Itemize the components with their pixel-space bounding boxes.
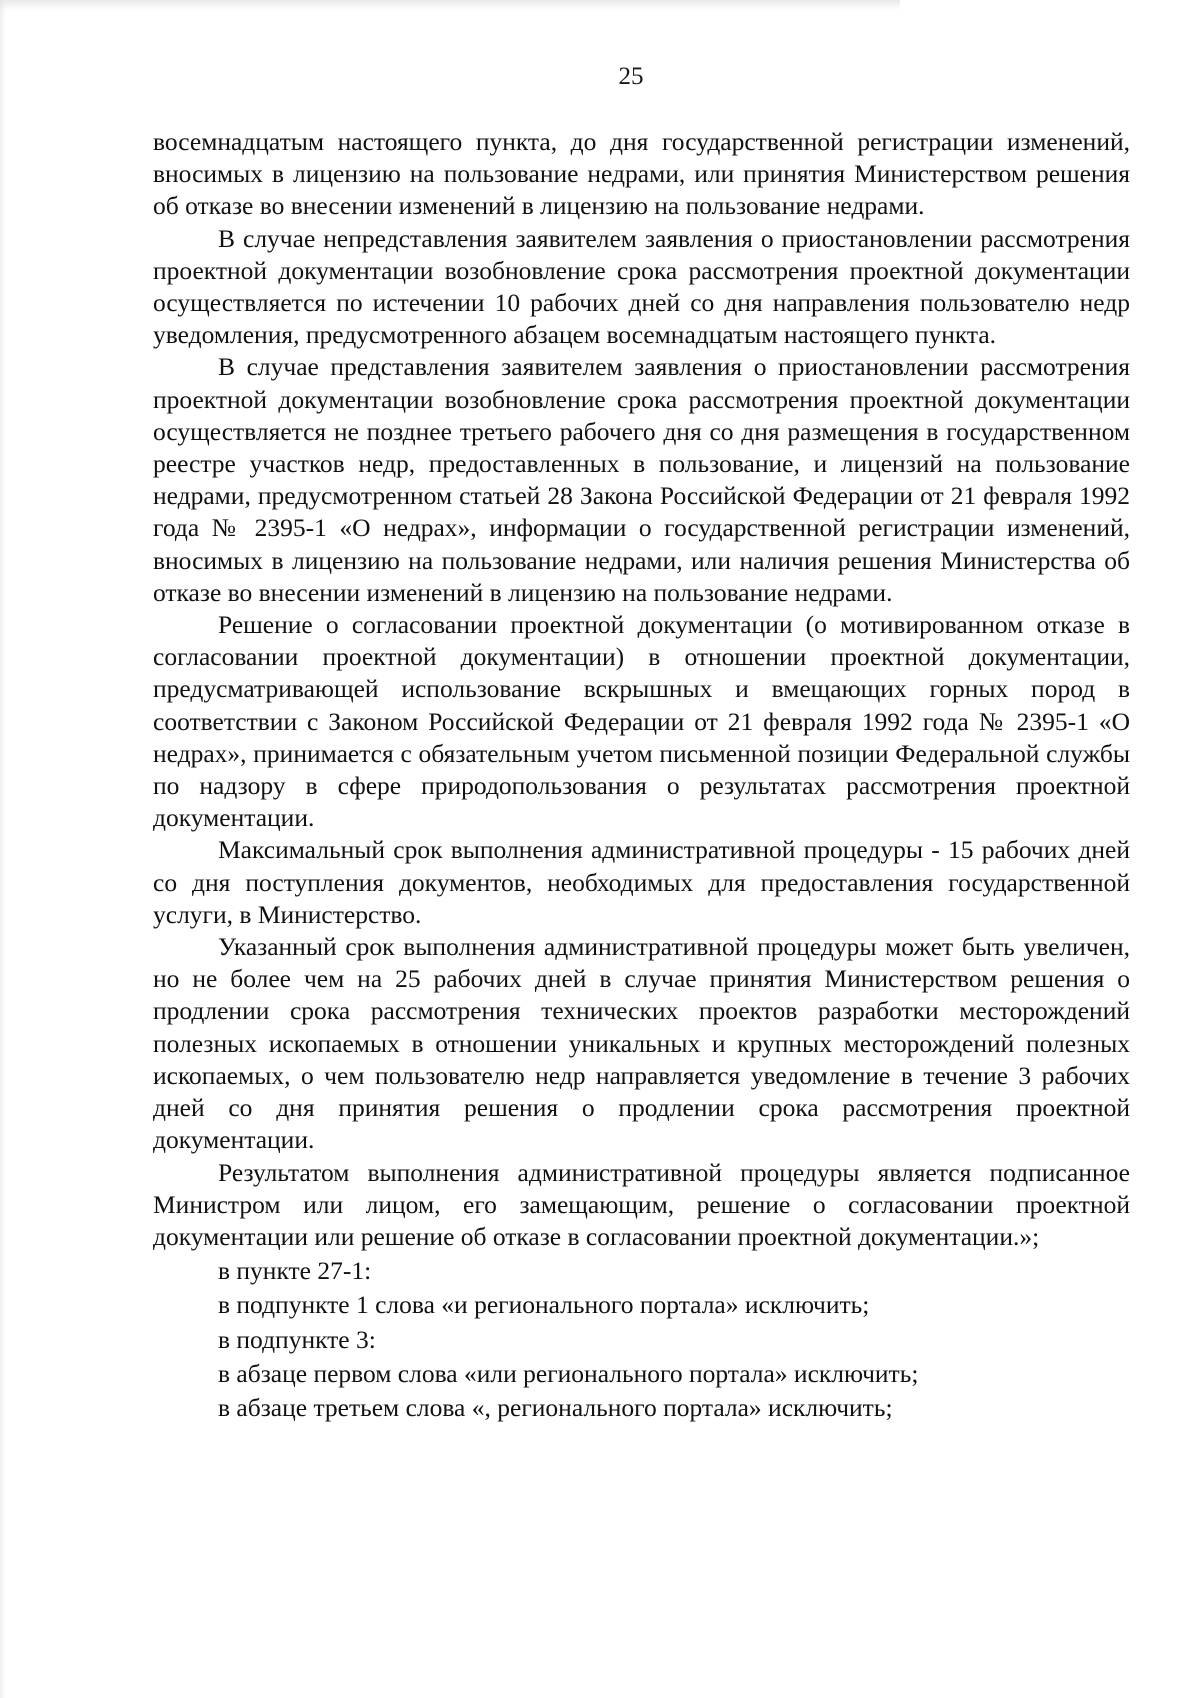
scan-edge-left [0, 0, 6, 1698]
paragraph: Решение о согласовании проектной документации (о мотивированном отказе в согласовании проектной документации) в отношении проектной документации, предусматривающей использование вскрышных и вмещающих горных пород в соответствии с Законом Российской Федерации от 21 февраля 1992 года № 2395-1 «О недрах», принимается с обязательным учетом письменной позиции Федеральной службы по надзору в сфере природопользования о результатах рассмотрения проектной документации. [153, 610, 1130, 833]
page-number: 25 [618, 63, 644, 90]
paragraph-continuation: восемнадцатым настоящего пункта, до дня государственной регистрации изменений, вносимых в лицензию на пользование недрами, или принятия Министерством решения об отказе во внесении изменений в лицензию на пользование недрами. [153, 127, 1130, 221]
amendment-line: в пункте 27-1: [218, 1256, 372, 1286]
amendment-line: в подпункте 1 слова «и регионального портала» исключить; [218, 1290, 870, 1320]
paragraph: Результатом выполнения административной процедуры является подписанное Министром или лицом, его замещающим, решение о согласовании проектной документации или решение об отказе в согласовании проектной документации.»; [153, 1157, 1130, 1251]
paragraph: Максимальный срок выполнения административной процедуры - 15 рабочих дней со дня поступления документов, необходимых для предоставления государственной услуги, в Министерство. [153, 835, 1130, 929]
scan-edge-top [0, 0, 900, 10]
amendment-line: в абзаце третьем слова «, регионального портала» исключить; [218, 1392, 893, 1422]
paragraph: В случае непредставления заявителем заявления о приостановлении рассмотрения проектной документации возобновление срока рассмотрения проектной документации осуществляется по истечении 10 рабочих дней со дня направления пользователю недр уведомления, предусмотренного абзацем восемнадцатым настоящего пункта. [153, 223, 1130, 350]
paragraph: В случае представления заявителем заявления о приостановлении рассмотрения проектной документации возобновление срока рассмотрения проектной документации осуществляется не позднее третьего рабочего дня со дня размещения в государственном реестре участков недр, предоставленных в пользование, и лицензий на пользование недрами, предусмотренном статьей 28 Закона Российской Федерации от 21 февраля 1992 года № 2395-1 «О недрах», информации о государственной регистрации изменений, вносимых в лицензию на пользование недрами, или наличия решения Министерства об отказе во внесении изменений в лицензию на пользование недрами. [153, 352, 1130, 607]
paragraph: Указанный срок выполнения административной процедуры может быть увеличен, но не более чем на 25 рабочих дней в случае принятия Министерством решения о продлении срока рассмотрения технических проектов разработки месторождений полезных ископаемых в отношении уникальных и крупных месторождений полезных ископаемых, о чем пользователю недр направляется уведомление в течение 3 рабочих дней со дня принятия решения о продлении срока рассмотрения проектной документации. [153, 932, 1130, 1155]
amendment-line: в абзаце первом слова «или регионального портала» исключить; [218, 1358, 919, 1388]
document-body [153, 126, 1130, 1424]
amendment-line: в подпункте 3: [218, 1324, 376, 1354]
